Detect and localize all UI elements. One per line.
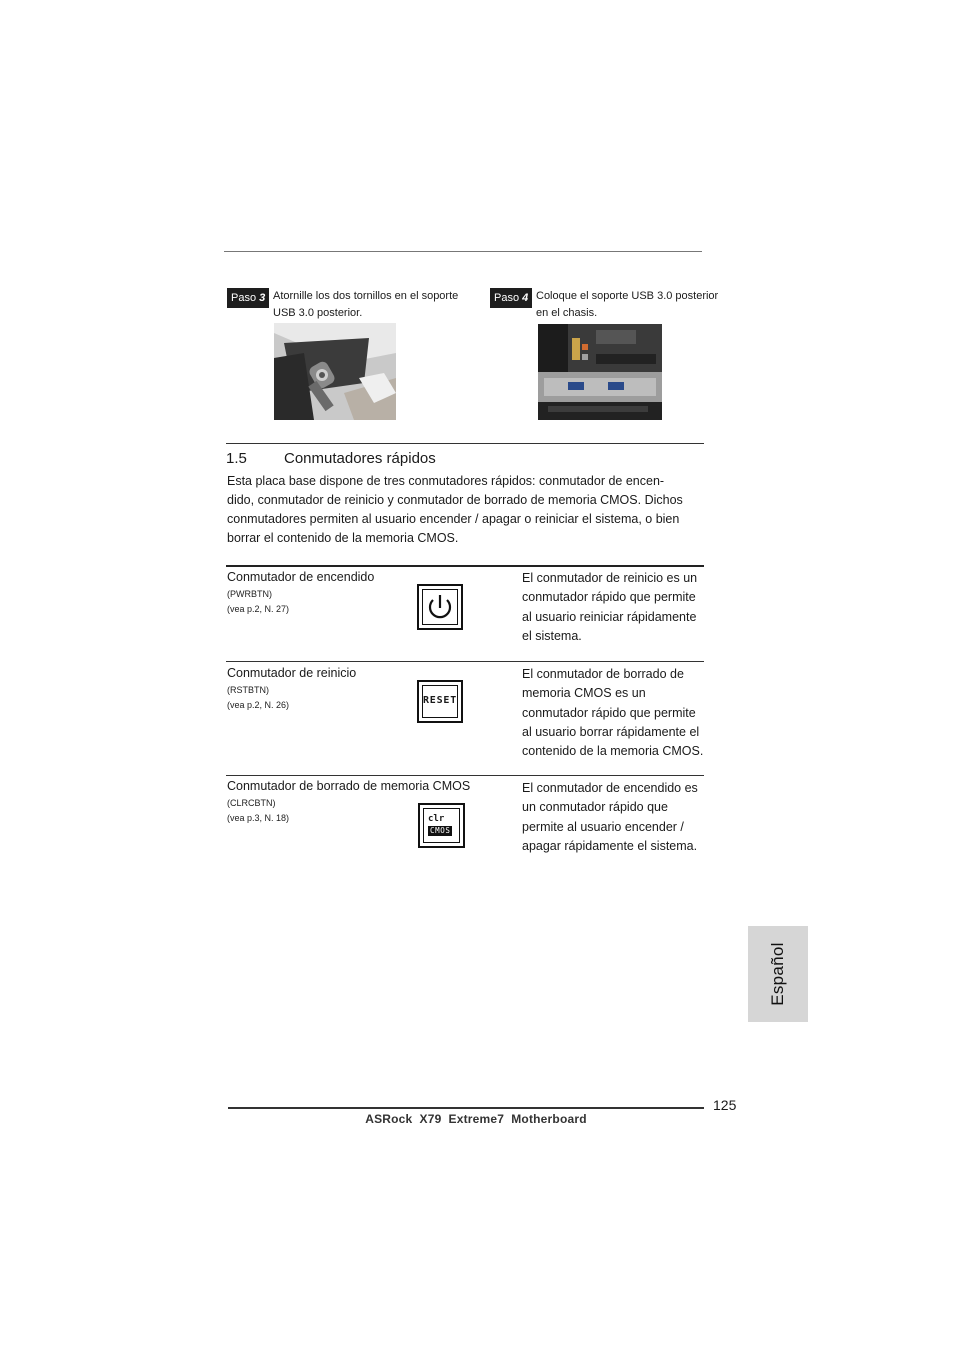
row-2-rule (226, 775, 704, 776)
clear-cmos-icon-bottom: CMOS (430, 826, 451, 835)
switch-3-desc-line-3: permite al usuario encender / (522, 819, 684, 834)
switch-1-desc-line-4: el sistema. (522, 628, 582, 643)
switch-1-desc-line-3: al usuario reiniciar rápidamente (522, 609, 697, 624)
section-title: Conmutadores rápidos (284, 450, 436, 467)
intro-line-4: borrar el contenido de la memoria CMOS. (227, 531, 459, 545)
step-3-line-2: USB 3.0 posterior. (273, 307, 363, 319)
intro-line-1: Esta placa base dispone de tres conmutadores rápidos: conmutador de encen- (227, 474, 665, 488)
step-3-badge (227, 288, 269, 308)
step-4-word: Paso (494, 292, 520, 304)
intro-line-2: dido, conmutador de reinicio y conmutador de borrado de memoria CMOS. Dichos (227, 493, 683, 507)
switch-2-name: Conmutador de reinicio (227, 666, 357, 680)
switch-2-desc-line-4: al usuario borrar rápidamente el (522, 724, 700, 739)
table-top-rule (226, 565, 704, 567)
step-3-line-1: Atornille los dos tornillos en el soporte (273, 290, 459, 302)
step-3-text (273, 288, 458, 322)
switch-2-desc (522, 665, 703, 761)
switch-1-desc-line-1: El conmutador de reinicio es un (522, 571, 698, 585)
step-4-number: 4 (522, 292, 529, 304)
switch-1-name: Conmutador de encendido (227, 570, 375, 584)
switch-3-name: Conmutador de borrado de memoria CMOS (227, 779, 471, 793)
language-tab-label: Español (768, 942, 787, 1006)
switch-2-ref: (vea p.2, N. 26) (227, 700, 290, 710)
switch-2-desc-line-5: contenido de la memoria CMOS. (522, 744, 704, 759)
row-1-rule (226, 661, 704, 662)
switch-1-desc-line-2: conmutador rápido que permite (522, 590, 696, 605)
language-tab (748, 926, 808, 1022)
step-4-line-2: en el chasis. (536, 307, 598, 319)
switch-2-code: (RSTBTN) (227, 685, 269, 695)
reset-icon-label: RESET (422, 695, 458, 706)
step-3-word: Paso (231, 292, 257, 304)
step-4-badge (490, 288, 532, 308)
switch-3-desc-line-1: El conmutador de encendido es (522, 781, 698, 795)
switch-1-desc (522, 569, 697, 646)
section-number: 1.5 (226, 450, 247, 467)
switch-1-code: (PWRBTN) (227, 589, 272, 599)
switch-2-desc-line-3: conmutador rápido que permite (522, 705, 696, 720)
switch-3-desc-line-4: apagar rápidamente el sistema. (522, 838, 698, 853)
section-rule (226, 443, 704, 444)
switch-2-desc-line-2: memoria CMOS es un (522, 686, 646, 701)
clear-cmos-icon (418, 803, 465, 848)
power-icon (417, 584, 463, 630)
step-4-text (536, 288, 718, 322)
page-number: 125 (713, 1097, 737, 1113)
screwdriver-photo (274, 323, 396, 420)
section-intro (227, 472, 707, 548)
switch-1-ref: (vea p.2, N. 27) (227, 604, 290, 614)
switch-2-desc-line-1: El conmutador de borrado de (522, 667, 684, 681)
switch-3-desc (522, 779, 698, 856)
footer-product: ASRock X79 Extreme7 Motherboard (365, 1112, 587, 1126)
step-3-number: 3 (259, 292, 266, 304)
intro-line-3: conmutadores permiten al usuario encender / apagar o reiniciar el sistema, o bien (227, 512, 680, 526)
switch-3-code: (CLRCBTN) (227, 798, 276, 808)
chassis-photo (538, 324, 662, 420)
step-4-line-1: Coloque el soporte USB 3.0 posterior (536, 290, 719, 302)
footer-rule (228, 1107, 704, 1109)
reset-icon (417, 680, 463, 723)
switch-3-desc-line-2: un conmutador rápido que (522, 800, 668, 815)
clear-cmos-icon-top: clr (428, 814, 445, 824)
top-rule (224, 251, 702, 252)
switch-3-ref: (vea p.3, N. 18) (227, 813, 290, 823)
